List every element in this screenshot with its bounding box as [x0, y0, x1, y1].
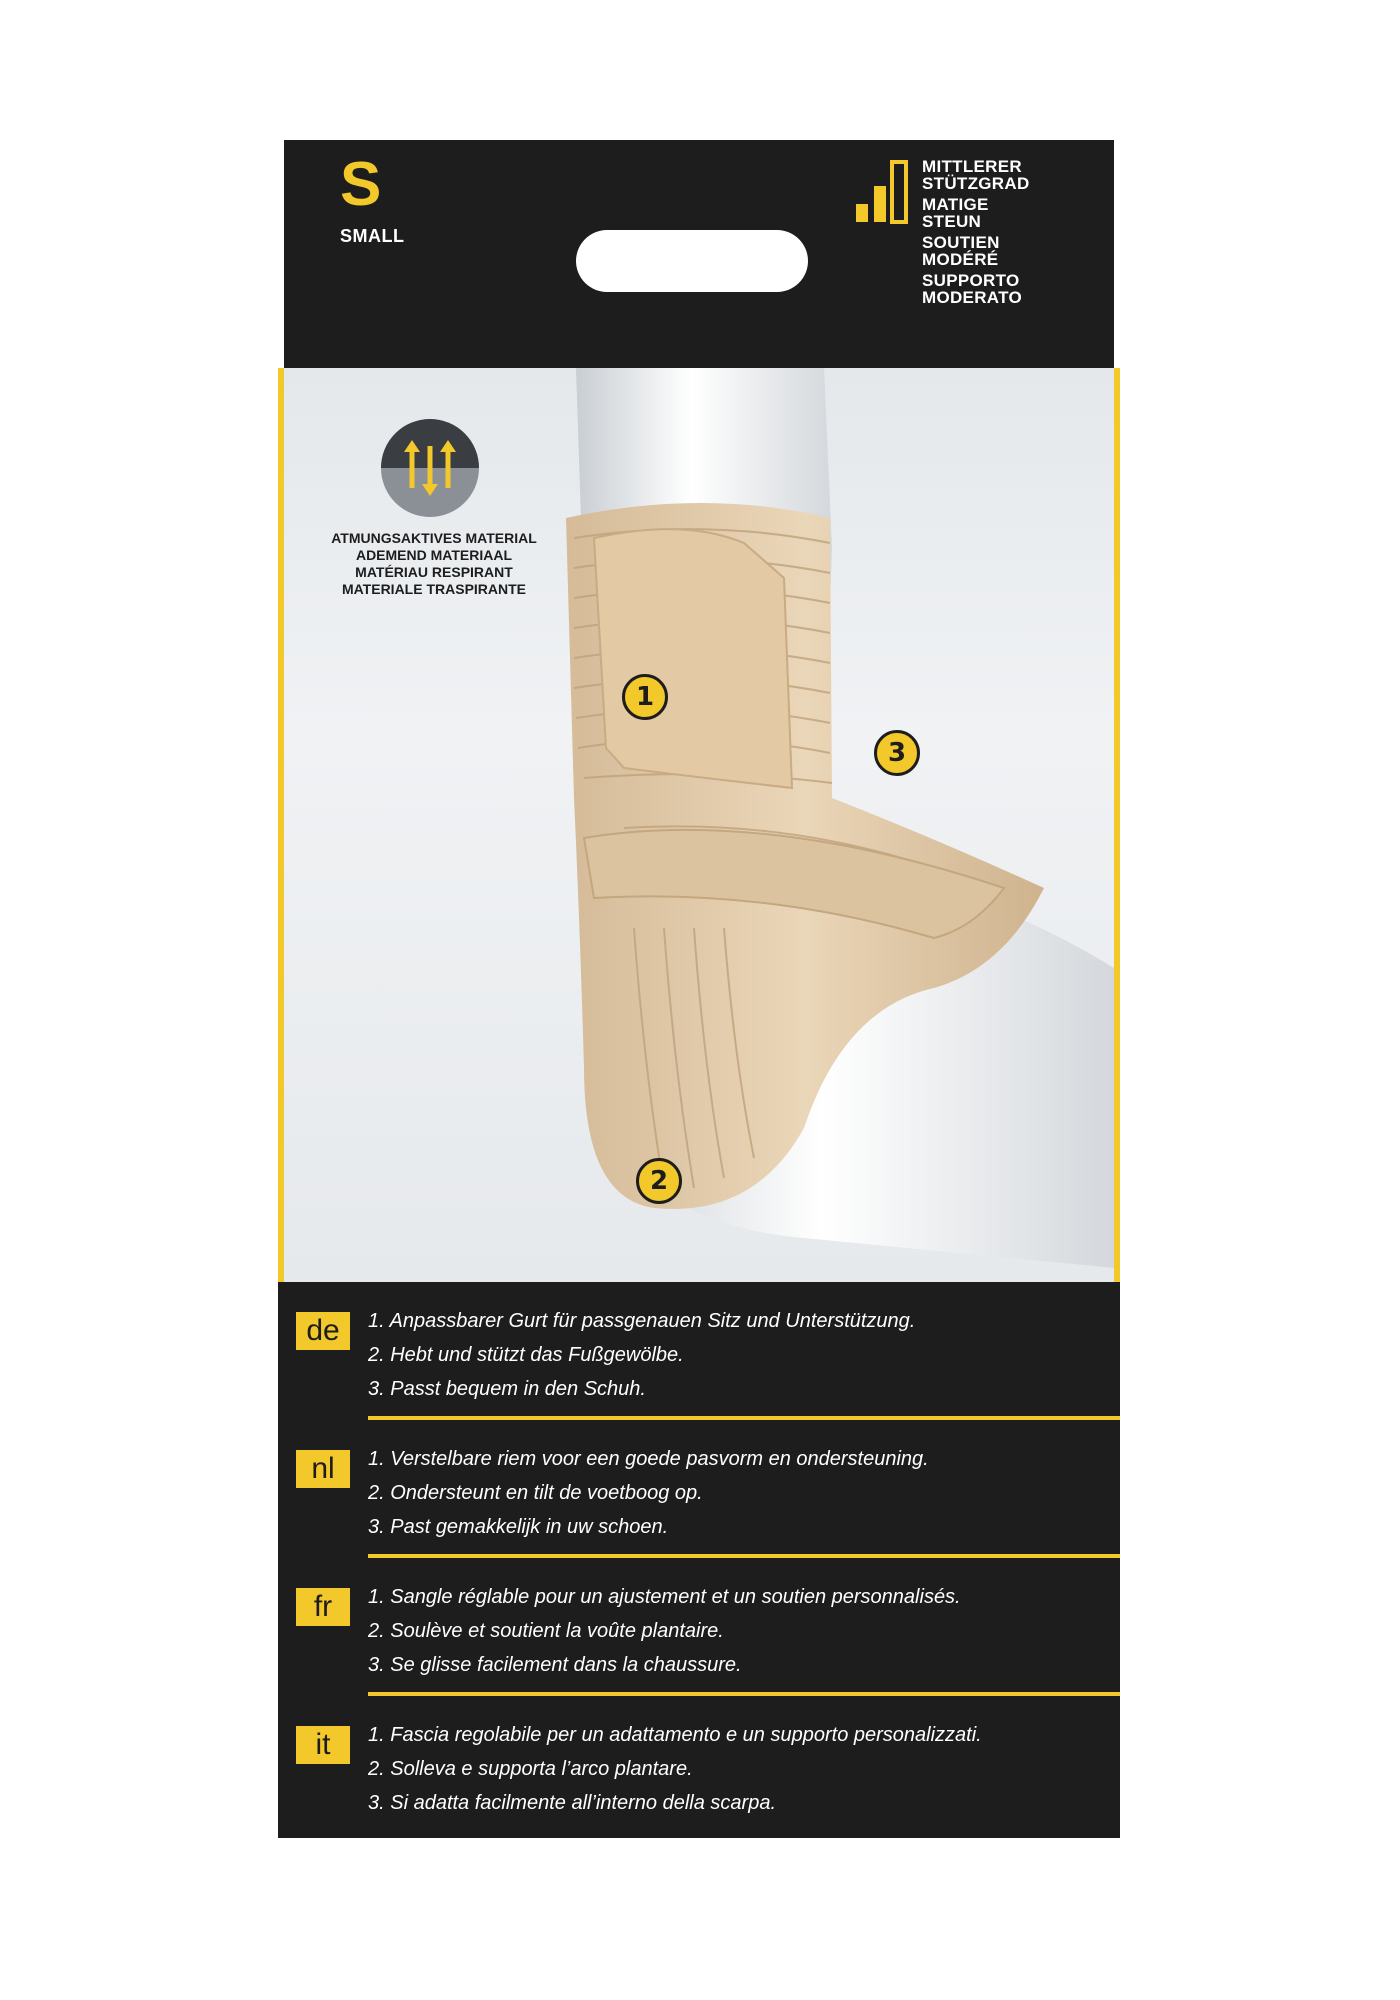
support-level-line: MODÉRÉ [922, 250, 999, 269]
package-header [284, 140, 1114, 368]
support-level-bars-icon [854, 158, 912, 224]
description-line: 3. Past gemakkelijk in uw schoen. [368, 1516, 669, 1538]
language-tag: it [296, 1726, 350, 1764]
description-lines [368, 1718, 1108, 1820]
product-photo [278, 368, 1120, 1282]
description-line: 1. Verstelbare riem voor een goede pasvorm en ondersteuning. [368, 1448, 929, 1470]
support-level-text [922, 158, 1112, 306]
support-level-line: STÜTZGRAD [922, 174, 1030, 193]
support-level-line: SUPPORTO [922, 271, 1020, 290]
support-level-line: MATIGE [922, 195, 989, 214]
breathable-arrows-icon [380, 418, 480, 518]
description-line: 2. Ondersteunt en tilt de voetboog op. [368, 1482, 703, 1504]
breathable-label: ATMUNGSAKTIVES MATERIAL [331, 530, 537, 546]
support-level-line: MODERATO [922, 288, 1022, 307]
description-line: 2. Solleva e supporta l’arco plantare. [368, 1758, 693, 1780]
breathable-label: MATÉRIAU RESPIRANT [355, 564, 513, 580]
description-line: 1. Anpassbarer Gurt für passgenauen Sitz und Unterstützung. [368, 1310, 916, 1332]
description-line: 2. Soulève et soutient la voûte plantaire. [368, 1620, 724, 1642]
description-line: 3. Se glisse facilement dans la chaussure. [368, 1654, 742, 1676]
description-lines [368, 1580, 1108, 1682]
size-name: SMALL [340, 226, 405, 246]
breathable-material-labels [314, 530, 554, 598]
description-nl [278, 1420, 1120, 1558]
product-package [274, 0, 1124, 1845]
support-level-line: MITTLERER [922, 157, 1022, 176]
support-level-line: SOUTIEN [922, 233, 1000, 252]
callout-2: 2 [636, 1158, 682, 1204]
language-tag: de [296, 1312, 350, 1350]
description-line: 3. Passt bequem in den Schuh. [368, 1378, 646, 1400]
size-letter: S [340, 150, 382, 219]
breathable-label: ADEMEND MATERIAAL [355, 547, 513, 563]
description-fr [278, 1558, 1120, 1696]
description-line: 1. Sangle réglable pour un ajustement et un soutien personnalisés. [368, 1586, 961, 1608]
callout-3: 3 [874, 730, 920, 776]
description-lines [368, 1442, 1108, 1544]
breathable-label: MATERIALE TRASPIRANTE [341, 581, 527, 597]
language-tag: fr [296, 1588, 350, 1626]
description-line: 2. Hebt und stützt das Fußgewölbe. [368, 1344, 684, 1366]
description-panel [278, 1282, 1120, 1838]
language-tag: nl [296, 1450, 350, 1488]
support-level-line: STEUN [922, 212, 982, 231]
hang-hole [576, 230, 808, 292]
description-it [278, 1696, 1120, 1834]
description-de [278, 1282, 1120, 1420]
callout-1: 1 [622, 674, 668, 720]
description-lines [368, 1304, 1108, 1406]
description-line: 3. Si adatta facilmente all’interno della scarpa. [368, 1792, 777, 1814]
description-line: 1. Fascia regolabile per un adattamento e un supporto personalizzati. [368, 1724, 982, 1746]
